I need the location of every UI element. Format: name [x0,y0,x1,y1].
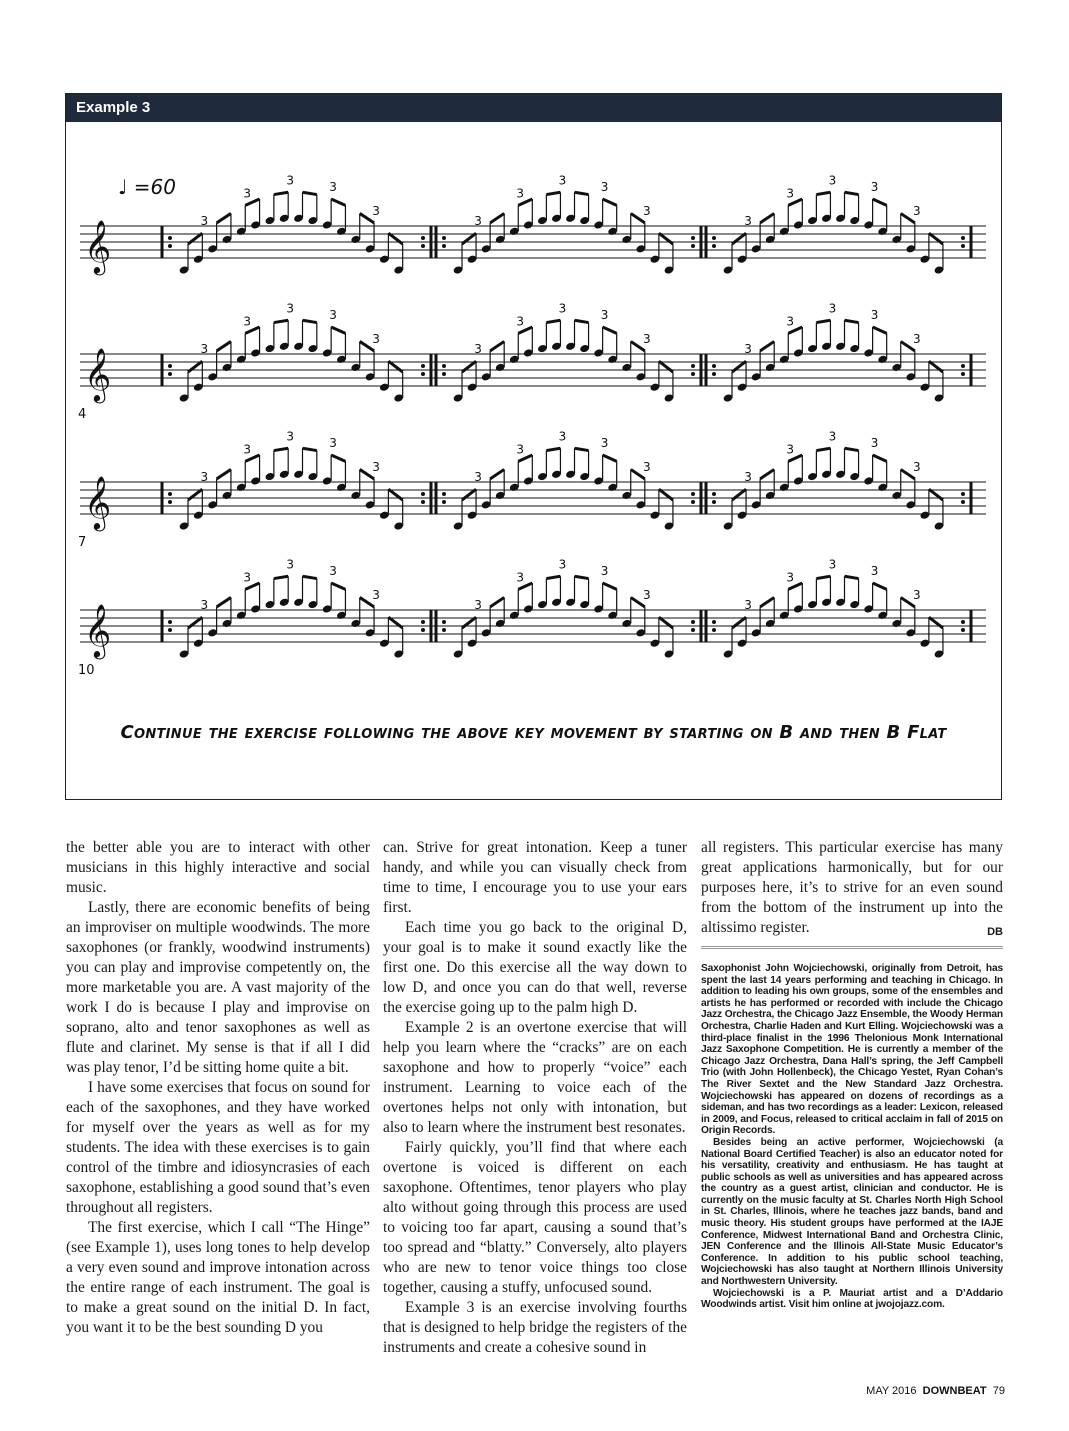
paragraph: all registers. This particular exercise has many great applications harmonically, but for our purposes here, it’s to strive for an even sound from the bottom of the instrument up into the altissimo register. [701,839,1003,936]
paragraph: The first exercise, which I call “The Hinge” (see Example 1), uses long tones to help develop a very even sound and improve intonation across the entire range of each instrument. The goal is to make a great sound on the initial D. In fact, you want it to be the best sounding D you [66,1219,370,1336]
triplet-mark: 3 [286,557,295,572]
treble-clef: 𝄞 [84,347,112,401]
triplet-mark: 3 [870,179,879,194]
article-column-2 [383,838,687,1358]
triplet-mark: 3 [744,214,752,229]
triplet-mark: 3 [474,342,482,357]
triplet-mark: 3 [828,429,837,444]
continue-instruction: Continue the exercise following the above key movement by starting on B and then B Flat [120,722,947,743]
measure-number: 4 [78,407,87,422]
triplet-mark: 3 [642,587,651,602]
triplet-mark: 3 [286,429,295,444]
triplet-mark: 3 [516,570,525,585]
staff [78,301,986,422]
triplet-mark: 3 [243,442,252,457]
triplet-mark: 3 [912,203,921,218]
triplet-mark: 3 [870,435,879,450]
triplet-mark: 3 [558,557,567,572]
triplet-mark: 3 [828,173,837,188]
triplet-mark: 3 [286,301,295,316]
triplet-mark: 3 [200,598,209,613]
staff [78,557,986,678]
staff [80,173,986,275]
triplet-mark: 3 [243,314,252,329]
triplet-mark: 3 [642,203,651,218]
triplet-mark: 3 [200,470,209,485]
article-column-1 [66,838,370,1338]
triplet-mark: 3 [828,557,837,572]
paragraph: Example 3 is an exercise involving fourths that is designed to help bridge the registers of the instruments and create a cohesive sound in [383,1299,687,1356]
triplet-mark: 3 [329,307,337,322]
triplet-mark: 3 [642,459,651,474]
triplet-mark: 3 [516,314,525,329]
bio-divider [701,946,1003,949]
magazine-name: DOWNBEAT [922,1385,987,1397]
paragraph: can. Strive for great intonation. Keep a tuner handy, and while you can visually check from time to time, I encourage you to use your ears first. [383,839,687,916]
triplet-mark: 3 [243,186,252,201]
tempo-marking: ♩ =60 [118,175,176,199]
end-mark: DB [987,926,1003,938]
measure-number: 7 [78,535,87,550]
treble-clef: 𝄞 [84,603,112,657]
triplet-mark: 3 [200,342,209,357]
paragraph: Fairly quickly, you’ll find that where each overtone is voiced is different on each saxophone. Oftentimes, tenor players who play alto without going through this process are used to voicing too far apart, causing a sound that’s too spread and “blatty.” Conversely, alto players who are new to tenor voice things too close together, causing a stuffy, unfocused sound. [383,1139,687,1296]
triplet-mark: 3 [329,435,337,450]
triplet-mark: 3 [912,587,921,602]
triplet-mark: 3 [744,598,752,613]
page-footer [866,1385,1005,1397]
triplet-mark: 3 [786,442,795,457]
triplet-mark: 3 [372,331,380,346]
triplet-mark: 3 [912,459,921,474]
page-number: 79 [992,1385,1005,1397]
triplet-mark: 3 [286,173,295,188]
paragraph: I have some exercises that focus on sound for each of the saxophones, and they have worked for myself over the years as well as for my students. The idea with these exercises is to gain control of the timbre and idiosyncrasies of each saxophone, establishing a good sound that’s even throughout all registers. [66,1079,370,1216]
triplet-mark: 3 [200,214,209,229]
triplet-mark: 3 [372,203,380,218]
treble-clef: 𝄞 [84,219,112,273]
triplet-mark: 3 [786,570,795,585]
example-3-figure [65,93,1002,800]
triplet-mark: 3 [474,214,482,229]
triplet-mark: 3 [372,459,380,474]
measure-number: 10 [78,663,95,678]
paragraph: Example 2 is an overtone exercise that will help you learn where the “cracks” are on each saxophone and how to properly “voice” each instrument. Learning to voice each of the overtones helps not only with intonation, but also to learn where the instrument best resonates. [383,1019,687,1136]
triplet-mark: 3 [600,435,609,450]
triplet-mark: 3 [516,442,525,457]
triplet-mark: 3 [870,563,879,578]
triplet-mark: 3 [786,314,795,329]
triplet-mark: 3 [329,563,337,578]
triplet-mark: 3 [786,186,795,201]
music-notation [66,122,1000,722]
bio-paragraph: Wojciechowski is a P. Mauriat artist and a D’Addario Woodwinds artist. Visit him online at jwojojazz.com. [701,1287,1003,1311]
author-bio [701,963,1003,1311]
example-title: Example 3 [66,94,1001,122]
bio-paragraph: Besides being an active performer, Wojciechowski (a National Board Certified Teacher) is also an educator noted for his versatility, creativity and enthusiasm. He has taught at public schools as well as universities and has appeared across the country as a guest artist, clinician and conductor. He is currently on the music faculty at St. Charles North High School in St. Charles, Illinois, where he teaches jazz bands, band and music theory. His student groups have performed at the IAJE Conference, Midwest International Band and Orchestra Clinic, JEN Conference and the Illinois All-State Music Educator’s Conference. In addition to his public school teaching, Wojciechowski has also taught at Northern Illinois University and Northwestern University. [701,1136,1003,1288]
triplet-mark: 3 [600,179,609,194]
triplet-mark: 3 [744,342,752,357]
staff [78,429,986,550]
treble-clef: 𝄞 [84,475,112,529]
triplet-mark: 3 [558,301,567,316]
triplet-mark: 3 [372,587,380,602]
triplet-mark: 3 [516,186,525,201]
triplet-mark: 3 [600,563,609,578]
triplet-mark: 3 [243,570,252,585]
triplet-mark: 3 [474,470,482,485]
paragraph: Lastly, there are economic benefits of being an improviser on multiple woodwinds. The more saxophones (or frankly, woodwind instruments) you can play and improvise competently on, the more marketable you are. A vast majority of the work I do is because I play and improvise on soprano, alto and tenor saxophones as well as flute and clarinet. My sense is that if all I did was play tenor, I’d be sitting home quite a bit. [66,899,370,1076]
triplet-mark: 3 [912,331,921,346]
triplet-mark: 3 [828,301,837,316]
bio-paragraph: Saxophonist John Wojciechowski, originally from Detroit, has spent the last 14 years performing and teaching in Chicago. In addition to leading his own groups, some of the ensembles and artists he has performed or recorded with include the Chicago Jazz Orchestra, the Chicago Jazz Ensemble, the Woody Herman Orchestra, Charlie Haden and Kurt Elling. Wojciechowski was a third-place finalist in the 1996 Thelonious Monk International Jazz Saxophone Competition. He is currently a member of the Chicago Jazz Orchestra, Dana Hall’s spring, the Jeff Campbell Trio (with John Hollenbeck), the Chicago Yestet, Ryan Cohan’s The River Sextet and the New Standard Jazz Orchestra. Wojciechowski has appeared on dozens of recordings as a sideman, and has two recordings as a leader: Lexicon, released in 2009, and Focus, released to critical acclaim in fall of 2015 on Origin Records. [701,963,1003,1137]
triplet-mark: 3 [642,331,651,346]
triplet-mark: 3 [558,173,567,188]
triplet-mark: 3 [558,429,567,444]
issue-date: MAY 2016 [866,1385,917,1397]
article-column-3 [701,838,1003,942]
triplet-mark: 3 [600,307,609,322]
triplet-mark: 3 [744,470,752,485]
triplet-mark: 3 [870,307,879,322]
triplet-mark: 3 [329,179,337,194]
triplet-mark: 3 [474,598,482,613]
paragraph: Each time you go back to the original D, your goal is to make it sound exactly like the first one. Do this exercise all the way down to low D, and once you can do that well, reverse the exercise going up to the palm high D. [383,919,687,1016]
paragraph: the better able you are to interact with other musicians in this highly interactive and social music. [66,839,370,896]
